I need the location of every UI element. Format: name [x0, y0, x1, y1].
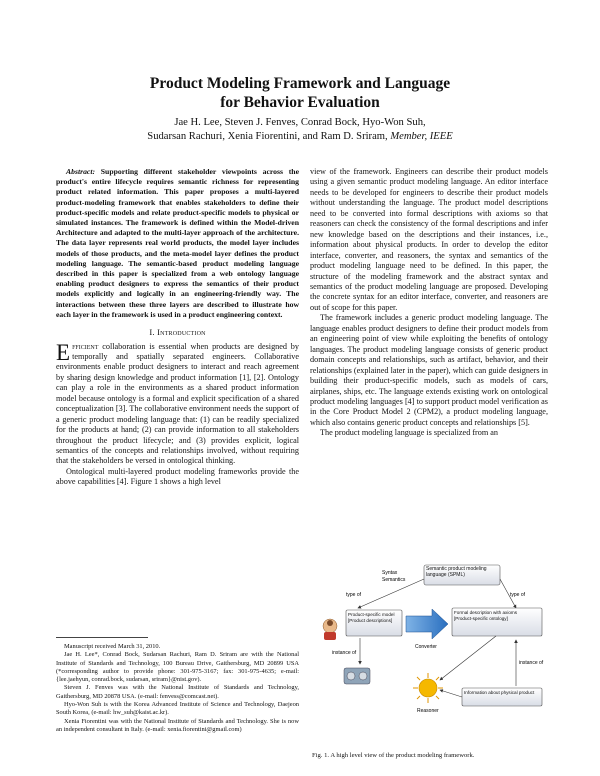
ontology-to-reasoner-arrow: [440, 636, 496, 680]
designer-icon: [323, 619, 337, 640]
footnotes: [56, 643, 299, 734]
reasoner-label: Reasoner: [417, 708, 439, 714]
authors-line-2-names: Sudarsan Rachuri, Xenia Fiorentini, and Ram D. Sriram,: [147, 131, 388, 142]
type-of-left-label: type of: [346, 592, 362, 598]
type-of-arrow-left: [358, 579, 424, 608]
figure-caption: Fig. 1. A high level view of the product modeling framework.: [312, 752, 475, 759]
instance-of-left-label: instance of: [332, 650, 357, 656]
author-list: [0, 116, 600, 144]
footnote-rule: [56, 637, 148, 638]
footnote-fiorentini: Xenia Fiorentini was with the National Institute of Standards and Technology. She is now an independent consultant in Italy. (e-mail: xenia.fiorentini@gmail.com): [56, 717, 299, 733]
right-paragraph-3: The product modeling language is specialized from an: [320, 428, 499, 438]
physical-product-icon: [344, 668, 370, 684]
converter-label: Converter: [415, 644, 437, 650]
right-paragraph-2: The framework includes a generic product modeling language. The language enables product designers to define their product models from an engineering point of view while exploiting the benefits of ontology languages. The product modeling language consists of generic product domain concepts and relationships, such as artifact, behavior, and their relationships (explained later in the paper), which can guide designers in building their product-specific models, such as models of cars, airplanes, ships, etc. The language extends existing work on ontological product modeling languages [4] to support product model verification as in the Core Product Model 2 (CPM2), a product modeling language, which also contains generic product concepts and relationships [5].: [310, 313, 548, 427]
footnote-received: Manuscript received March 31, 2010.: [64, 643, 161, 650]
abstract-label: Abstract:: [66, 167, 96, 176]
converter-arrow-icon: [406, 609, 448, 639]
intro-paragraph-2: Ontological multi-layered product modeling frameworks provide the above capabilities [4]. Figure 1 shows a high level: [56, 466, 299, 487]
authors-line-2: [0, 130, 600, 144]
right-box-line-2: [Product-specific ontology]: [454, 615, 508, 621]
info-to-reasoner-arrow: [440, 690, 462, 697]
authors-line-1: Jae H. Lee, Steven J. Fenves, Conrad Bock, Hyo-Won Suh,: [174, 117, 426, 128]
syntax-label: Syntax: [382, 570, 398, 576]
framework-diagram: [320, 562, 546, 752]
footnote-fenves: Steven J. Fenves was with the National Institute of Standards and Technology, Gaithersburg, MD 20878 USA. (e-mail: fenvess@comcast.net).: [56, 684, 299, 700]
intro-paragraph-1-text: collaboration is essential when products are designed by temporally and spatially separated engineers. Collaborative environments enable product designers to interact and reach agreement by sharing design knowledge and product information [1], [2]. Ontology can play a role in the environments as a shared product information model because ontology is a formal and explicit specification of a shared conceptualization [3]. The collaborative environment needs the support of a generic product modeling language that: (1) can be readily specialized for the products at hand; (2) can provide information to all stakeholders throughout the product lifecycle; and (3) provides explicit, logical semantics of the concepts and relationships involved, without requiring that the stakeholders be versed in ontological thinking.: [56, 341, 299, 466]
paper-title: [0, 74, 600, 112]
authors-membership: Member, IEEE: [390, 131, 453, 142]
bottom-box-text: Information about physical product: [464, 690, 535, 695]
right-box-text-wrap: [454, 610, 540, 636]
left-box-line-1: Product-specific model: [348, 612, 395, 617]
right-paragraph-1: view of the framework. Engineers can describe their product models using a given semantic product modeling language. An editor interface needs to be developed for engineers to describe their product models without understanding the language. The product model descriptions need to be converted into formal descriptions with axioms so that reasoners can check the consistency of the formal descriptions and infer new knowledge based on the descriptions and their instances, i.e., information about physical products. In order to develop the editor interface, converter, and reasoners, the syntax and semantics of the product modeling language need to be defined. In this paper, the structure of the modeling framework and the abstract syntax and semantics of the product modeling language are proposed. Developing the concrete syntax for an editor interface, converter, and reasoners are out of scope for this paper.: [310, 167, 548, 312]
language-box-text: Semantic product modeling language (SPML): [426, 566, 487, 578]
instance-of-right-label: instance of: [519, 660, 544, 666]
section-number: I.: [149, 327, 155, 338]
left-box-text-wrap: [348, 612, 400, 636]
left-box-line-2: [Product descriptions]: [348, 617, 393, 623]
bottom-box-text-wrap: [464, 690, 540, 706]
intro-paragraph-1: [56, 339, 299, 467]
reasoner-icon: [413, 673, 443, 703]
right-box-line-1: Formal description with axioms: [454, 610, 518, 615]
left-column: [56, 167, 299, 488]
semantics-label: Semantics: [382, 577, 406, 583]
syntax-semantics-label: [382, 570, 406, 583]
footnote-affiliation-nist: Jae H. Lee*, Conrad Bock, Sudarsan Rachuri, Ram D. Sriram are with the National Institute of Standards and Technology, 100 Bureau Drive, Gaithersburg, MD 20899 USA (*corresponding author to provide phone: 301-975-3167; fax: 301-975-4635; e-mail: {lee.jaehyun, conrad.bock, sudarsan, sriram}@nist.gov).: [56, 651, 299, 684]
type-of-right-label: type of: [510, 592, 526, 598]
section-title: Introduction: [157, 327, 206, 338]
footnote-suh: Hyo-Won Suh is with the Korea Advanced Institute of Science and Technology, Daejeon South Korea, (e-mail: hw_suh@kaist.ac.kr).: [56, 701, 299, 717]
title-line-1: Product Modeling Framework and Language: [149, 75, 451, 92]
abstract-text: Supporting different stakeholder viewpoints across the product's entire lifecycle requires semantic richness for representing product related information. This paper proposes a multi-layered product-modeling framework that enables stakeholders to define their product-specific models and relate product-specific models to physical or simulated instances. The framework is defined within the Model-driven Architecture and adapted to the multi-layer approach of the architecture. The data layer represents real world products, the model layer includes models of those products, and the meta-model layer defines the product modeling language. The semantic-based product modeling language described in this paper is specialized from a web ontology language enabling product designers to express the semantics of their product models explicitly and logically in an engineering-friendly way. The interactions between these three layers are described to illustrate how each layer in the framework is used in a product engineering context.: [56, 167, 299, 319]
drop-cap-letter: E: [56, 339, 71, 365]
language-box-text-wrap: [426, 566, 498, 584]
right-column: [310, 167, 548, 439]
figure-1: [320, 562, 546, 762]
title-line-2: for Behavior Evaluation: [220, 94, 380, 111]
section-heading-introduction: [56, 327, 299, 337]
intro-first-word: fficient: [72, 341, 99, 351]
abstract: [56, 167, 299, 320]
